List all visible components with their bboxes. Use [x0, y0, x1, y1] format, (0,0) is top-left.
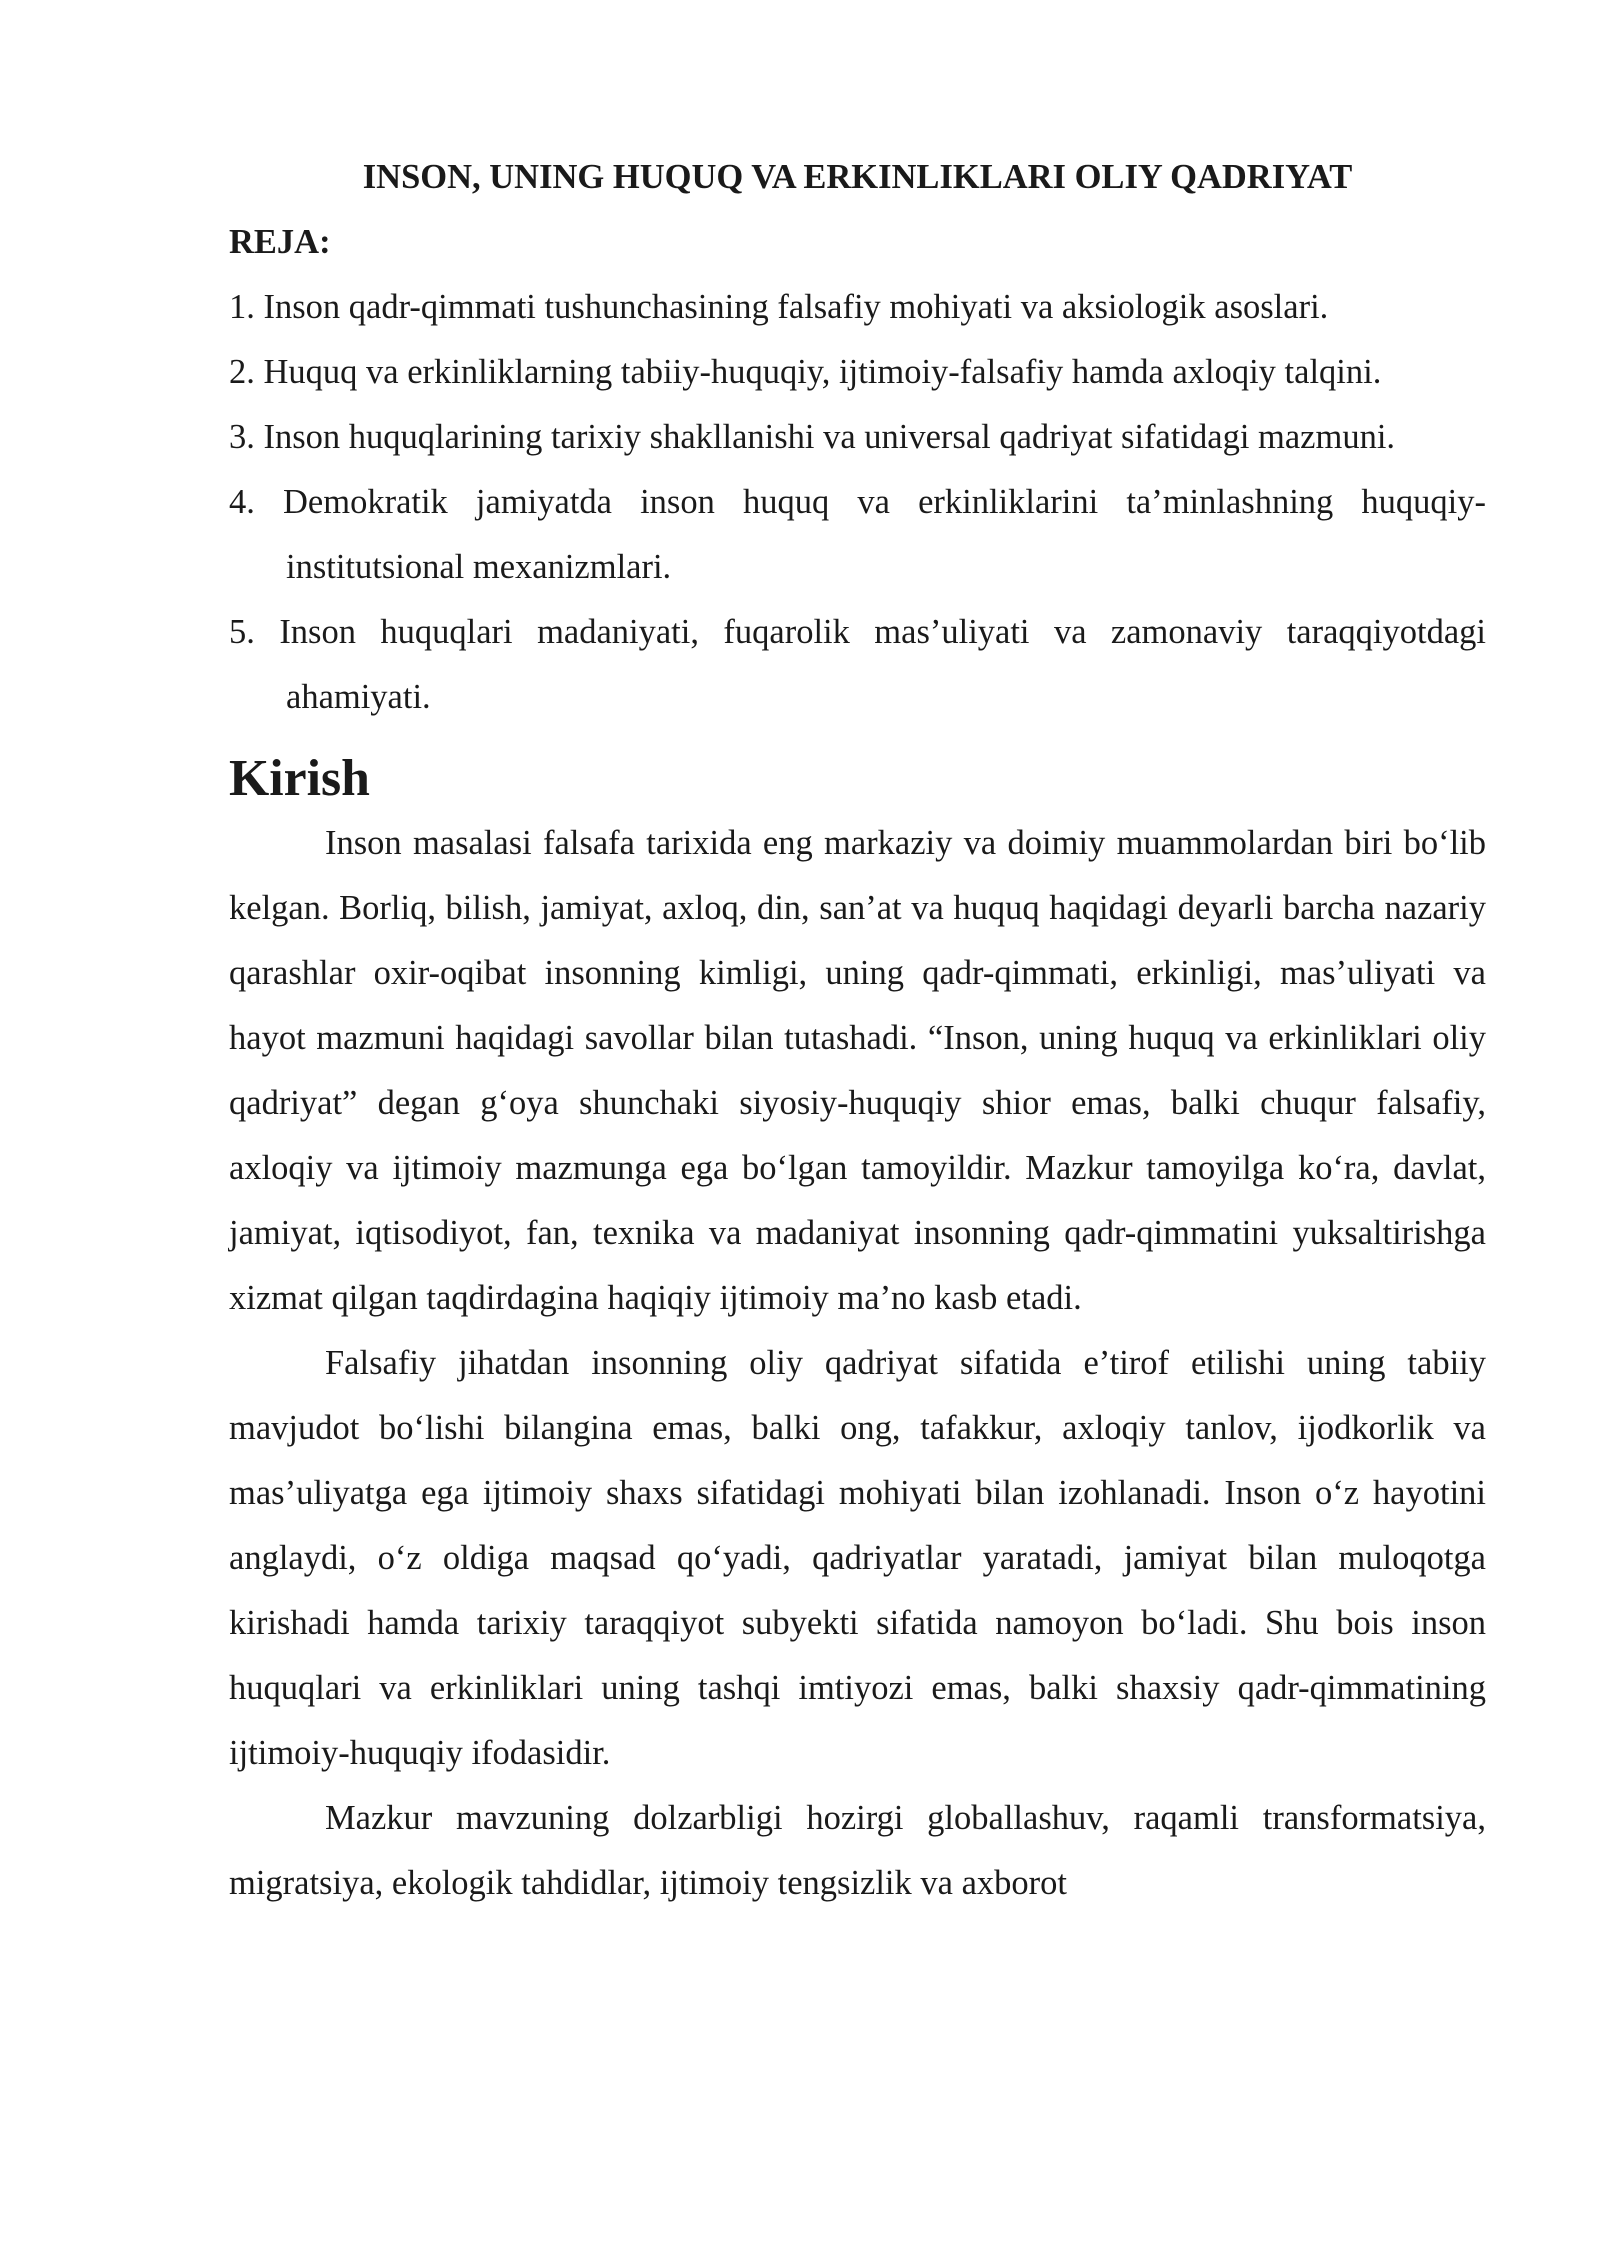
plan-list	[229, 275, 1486, 730]
document-body	[229, 145, 1486, 1916]
plan-item-number: 5.	[229, 613, 255, 651]
plan-item	[229, 600, 1486, 730]
plan-item	[229, 470, 1486, 600]
body-paragraph: Mazkur mavzuning dolzarbligi hozirgi globallashuv, raqamli transformatsiya, migratsiya, ekologik tahdidlar, ijtimoiy tengsizlik va axborot	[229, 1799, 1486, 1902]
intro-heading: Kirish	[229, 750, 370, 807]
plan-item-number: 4.	[229, 483, 255, 521]
plan-item-number: 3.	[229, 418, 255, 456]
body-paragraph: Inson masalasi falsafa tarixida eng markaziy va doimiy muammolardan biri bo‘lib kelgan. Borliq, bilish, jamiyat, axloq, din, san’at va huquq haqidagi deyarli barcha nazariy qarashlar oxir-oqibat insonning kimligi, uning qadr-qimmati, erkinligi, mas’uliyati va hayot mazmuni haqidagi savollar bilan tutashadi. “Inson, uning huquq va erkinliklari oliy qadriyat” degan g‘oya shunchaki siyosiy-huquqiy shior emas, balki chuqur falsafiy, axloqiy va ijtimoiy mazmunga ega bo‘lgan tamoyildir. Mazkur tamoyilga ko‘ra, davlat, jamiyat, iqtisodiyot, fan, texnika va madaniyat insonning qadr-qimmatini yuksaltirishga xizmat qilgan taqdirdagina haqiqiy ijtimoiy ma’no kasb etadi.	[229, 824, 1486, 1317]
plan-item	[229, 405, 1486, 470]
plan-item-text: Inson huquqlarining tarixiy shakllanishi va universal qadriyat sifatidagi mazmuni.	[263, 418, 1396, 456]
plan-item-text: Demokratik jamiyatda inson huquq va erkinliklarini ta’minlashning huquqiy-institutsional mexanizmlari.	[283, 483, 1487, 586]
plan-label: REJA:	[229, 223, 331, 261]
plan-item-text: Huquq va erkinliklarning tabiiy-huquqiy, ijtimoiy-falsafiy hamda axloqiy talqini.	[263, 353, 1382, 391]
document-title: INSON, UNING HUQUQ VA ERKINLIKLARI OLIY QADRIYAT	[362, 158, 1353, 196]
plan-item	[229, 275, 1486, 340]
plan-item-text: Inson qadr-qimmati tushunchasining falsafiy mohiyati va aksiologik asoslari.	[263, 288, 1329, 326]
plan-item-number: 2.	[229, 353, 255, 391]
body-paragraph: Falsafiy jihatdan insonning oliy qadriyat sifatida e’tirof etilishi uning tabiiy mavjudot bo‘lishi bilangina emas, balki ong, tafakkur, axloqiy tanlov, ijodkorlik va mas’uliyatga ega ijtimoiy shaxs sifatidagi mohiyati bilan izohlanadi. Inson o‘z hayotini anglaydi, o‘z oldiga maqsad qo‘yadi, qadriyatlar yaratadi, jamiyat bilan muloqotga kirishadi hamda tarixiy taraqqiyot subyekti sifatida namoyon bo‘ladi. Shu bois inson huquqlari va erkinliklari uning tashqi imtiyozi emas, balki shaxsiy qadr-qimmatining ijtimoiy-huquqiy ifodasidir.	[229, 1344, 1486, 1772]
plan-item	[229, 340, 1486, 405]
plan-item-number: 1.	[229, 288, 255, 326]
plan-item-text: Inson huquqlari madaniyati, fuqarolik mas’uliyati va zamonaviy taraqqiyotdagi ahamiyati.	[279, 613, 1486, 716]
